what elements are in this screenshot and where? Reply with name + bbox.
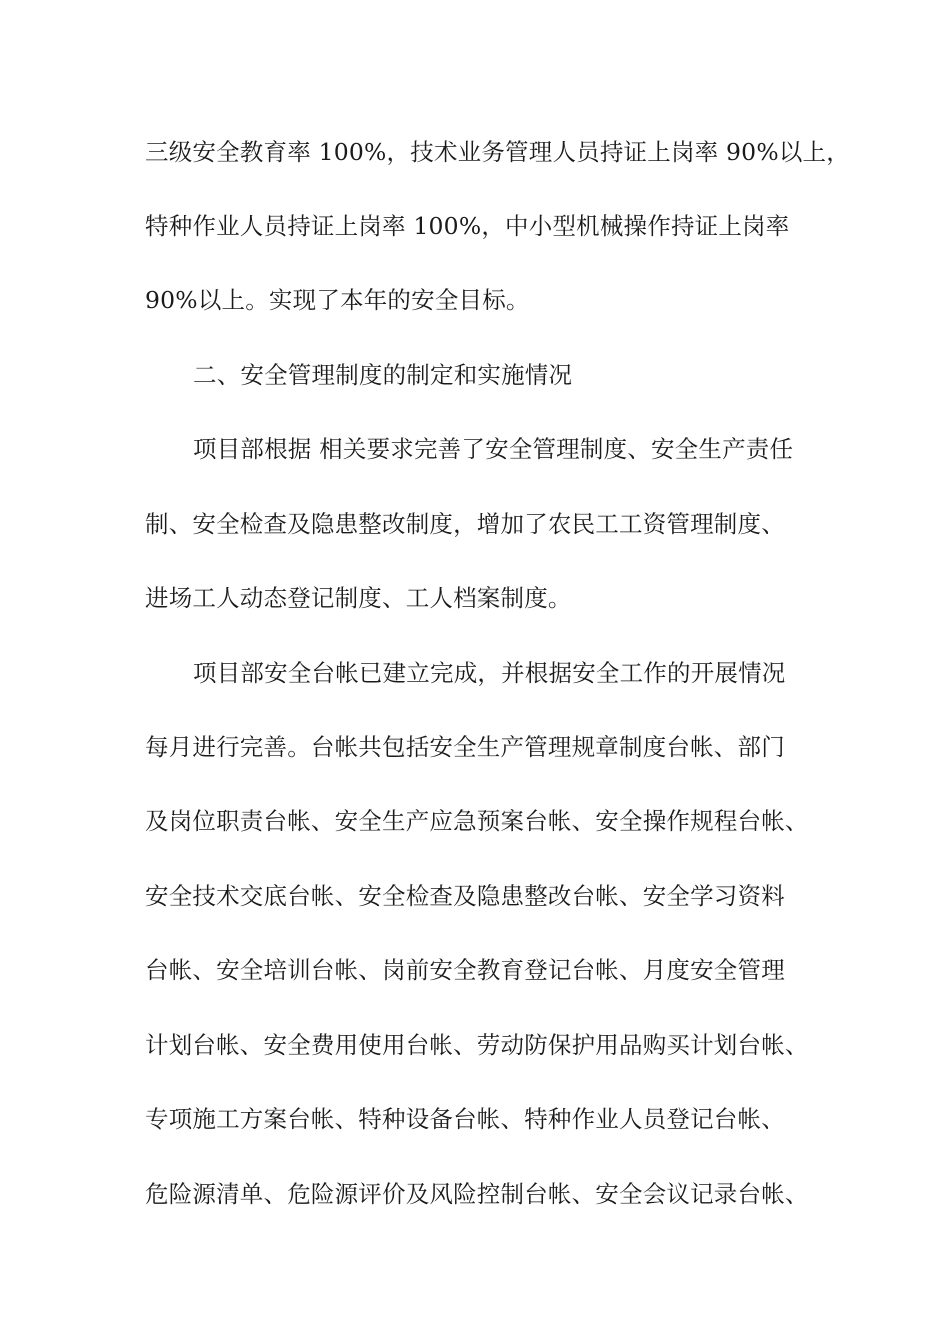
text-line: 项目部根据 相关要求完善了安全管理制度、安全生产责任 — [193, 435, 794, 463]
section-heading: 二、安全管理制度的制定和实施情况 — [193, 361, 573, 389]
text-line: 计划台帐、安全费用使用台帐、劳动防保护用品购买计划台帐、 — [145, 1031, 809, 1059]
text-line: 台帐、安全培训台帐、岗前安全教育登记台帐、月度安全管理 — [145, 956, 785, 984]
text-line: 项目部安全台帐已建立完成，并根据安全工作的开展情况 — [193, 659, 786, 687]
text-line: 三级安全教育率 100%，技术业务管理人员持证上岗率 90%以上， — [145, 138, 850, 166]
text-line: 及岗位职责台帐、安全生产应急预案台帐、安全操作规程台帐、 — [145, 807, 809, 835]
text-line: 制、安全检查及隐患整改制度，增加了农民工工资管理制度、 — [145, 510, 785, 538]
text-line: 进场工人动态登记制度、工人档案制度。 — [145, 584, 572, 612]
text-line: 安全技术交底台帐、安全检查及隐患整改台帐、安全学习资料 — [145, 882, 785, 910]
text-line: 每月进行完善。台帐共包括安全生产管理规章制度台帐、部门 — [145, 733, 785, 761]
text-line: 90%以上。实现了本年的安全目标。 — [145, 286, 530, 314]
text-line: 特种作业人员持证上岗率 100%，中小型机械操作持证上岗率 — [145, 212, 790, 240]
text-line: 专项施工方案台帐、特种设备台帐、特种作业人员登记台帐、 — [145, 1105, 785, 1133]
text-line: 危险源清单、危险源评价及风险控制台帐、安全会议记录台帐、 — [145, 1180, 809, 1208]
